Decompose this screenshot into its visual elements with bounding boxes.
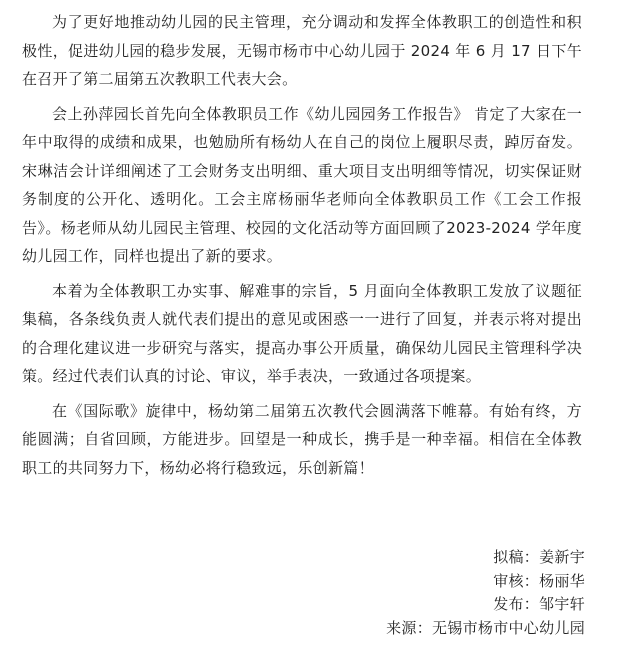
paragraph-intro: 为了更好地推动幼儿园的民主管理，充分调动和发挥全体教职工的创造性和积极性，促进幼儿园的稳步发展，无锡市杨市中心幼儿园于 2024 年 6 月 17 日下午在召开了第二届第五次教职工代表大会。 <box>22 13 582 88</box>
paragraph-proposals: 本着为全体教职工办实事、解难事的宗旨，5 月面向全体教职工发放了议题征集稿，各条线负责人就代表们提出的意见或困惑一一进行了回复，并表示将对提出的合理化建议进一步研究与落实，提高办事公开质量，确保幼儿园民主管理科学决策。经过代表们认真的讨论、审议，举手表决，一致通过各项提案。 <box>22 281 582 385</box>
paragraph-closing: 在《国际歌》旋律中，杨幼第二届第五次教代会圆满落下帷幕。有始有终，方能圆满；自省回顾，方能进步。回望是一种成长，携手是一种幸福。相信在全体教职工的共同努力下，杨幼必将行稳致远，乐创新篇！ <box>22 401 582 477</box>
paragraph-reports: 会上孙萍园长首先向全体教职员工作《幼儿园园务工作报告》 肯定了大家在一年中取得的成绩和成果，也勉励所有杨幼人在自己的岗位上履职尽责，踔厉奋发。宋琳洁会计详细阐述了工会财务支出明细、重大项目支出明细等情况，切实保证财务制度的公开化、透明化。工会主席杨丽华老师向全体教职员工作《工会工作报告》。杨老师从幼儿园民主管理、校园的文化活动等方面回顾了2023-2024 学年度幼儿园工作，同样也提出了新的要求。 <box>22 104 582 265</box>
credit-review: 审核：杨丽华 <box>493 571 585 590</box>
credit-draft: 拟稿：姜新宇 <box>493 548 585 566</box>
credit-source: 来源：无锡市杨市中心幼儿园 <box>386 618 585 637</box>
article-credits <box>285 546 585 640</box>
credit-publish: 发布：邹宇轩 <box>493 595 585 613</box>
article-body <box>22 8 582 488</box>
